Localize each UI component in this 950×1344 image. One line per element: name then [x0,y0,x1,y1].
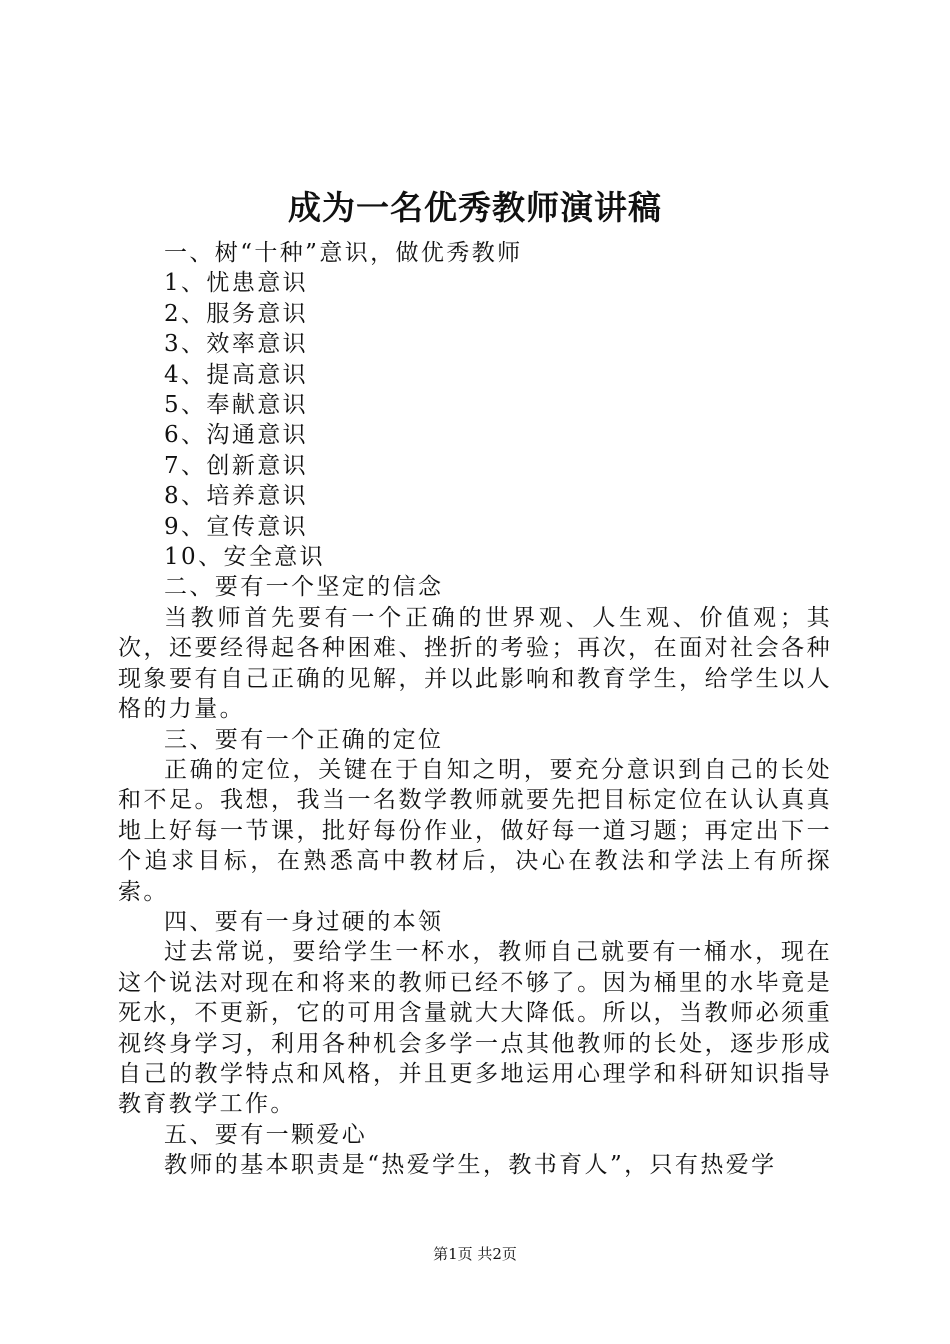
list-item: 6、沟通意识 [164,422,309,449]
document-body [118,238,832,1181]
section-heading: 三、要有一个正确的定位 [164,726,444,753]
body-paragraph: 正确的定位，关键在于自知之明，要充分意识到自己的长处和不足。我想，我当一名数学教师就要先把目标定位在认认真真地上好每一节课，批好每份作业，做好每一道习题；再定出下一个追求目标，在熟悉高中教材后，决心在教法和学法上有所探索。 [118,756,832,905]
document-title: 成为一名优秀教师演讲稿 [288,188,662,227]
list-item: 7、创新意识 [164,452,309,479]
list-item: 10、安全意识 [164,544,326,571]
section-heading: 五、要有一颗爱心 [164,1121,368,1148]
body-paragraph: 教师的基本职责是“热爱学生，教书育人”，只有热爱学 [164,1152,777,1179]
list-item: 4、提高意识 [164,361,309,388]
section-heading: 一、树“十种”意识，做优秀教师 [164,240,523,266]
page-footer: 第1页 共2页 [433,1245,517,1263]
section-heading: 二、要有一个坚定的信念 [164,574,444,601]
list-item: 9、宣传意识 [164,513,309,540]
body-paragraph: 当教师首先要有一个正确的世界观、人生观、价值观；其次，还要经得起各种困难、挫折的考验；再次，在面对社会各种现象要有自己正确的见解，并以此影响和教育学生，给学生以人格的力量。 [118,604,832,723]
section-heading: 四、要有一身过硬的本领 [164,908,444,935]
list-item: 3、效率意识 [164,331,309,358]
list-item: 1、忧患意识 [164,270,309,297]
list-item: 5、奉献意识 [164,392,309,419]
list-item: 2、服务意识 [164,300,309,327]
list-item: 8、培养意识 [164,483,309,510]
body-paragraph: 过去常说，要给学生一杯水，教师自己就要有一桶水，现在这个说法对现在和将来的教师已经不够了。因为桶里的水毕竟是死水，不更新，它的可用含量就大大降低。所以，当教师必须重视终身学习，利用各种机会多学一点其他教师的长处，逐步形成自己的教学特点和风格，并且更多地运用心理学和科研知识指导教育教学工作。 [118,939,832,1118]
